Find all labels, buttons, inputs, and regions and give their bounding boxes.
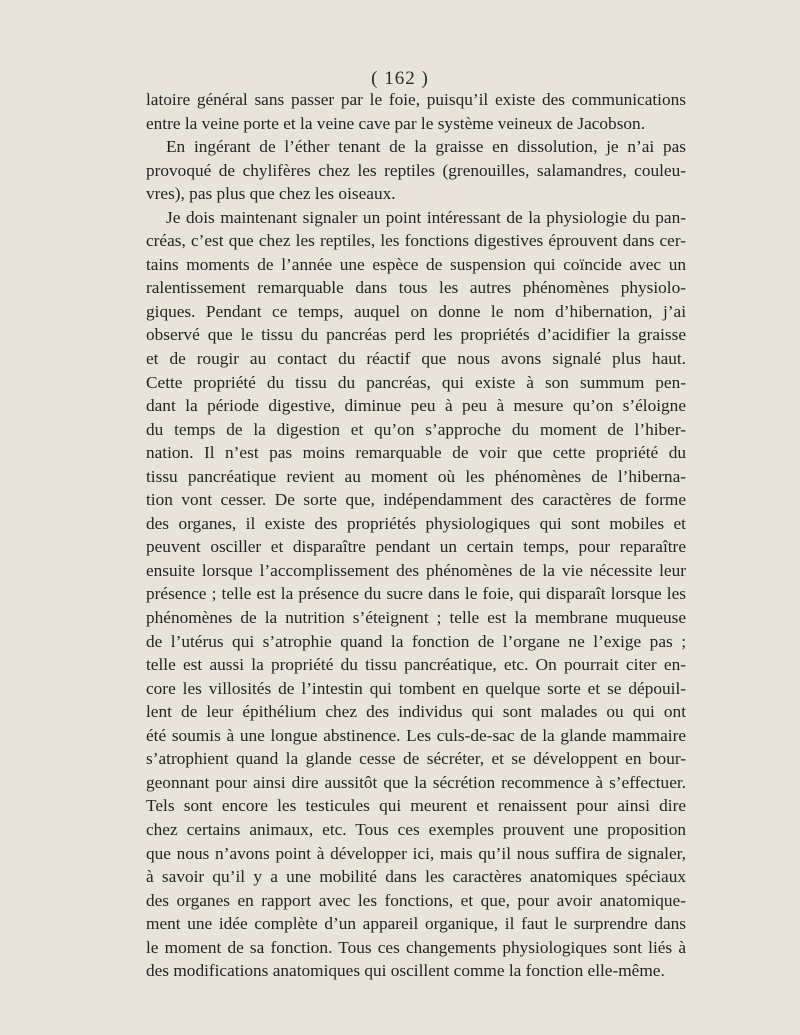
text-line: présence ; telle est la présence du sucre dans le foie, qui disparaît lorsque les xyxy=(146,584,686,604)
text-line: vres), pas plus que chez les oiseaux. xyxy=(146,184,396,204)
text-line: entre la veine porte et la veine cave par le système veineux de Jacobson. xyxy=(146,113,646,133)
paragraph xyxy=(146,206,686,983)
page-number: ( 162 ) xyxy=(371,68,429,89)
text-line: que nous n’avons point à développer ici, mais qu’il nous suffira de signaler, xyxy=(146,843,686,863)
text-line: et de rougir au contact du réactif que nous avons signalé plus haut. xyxy=(146,349,686,369)
body-text xyxy=(146,88,686,983)
text-line: à savoir qu’il y a une mobilité dans les caractères anatomiques spéciaux xyxy=(146,867,686,887)
text-line: phénomènes de la nutrition s’éteignent ; telle est la membrane muqueuse xyxy=(146,608,686,628)
text-line: ralentissement remarquable dans tous les autres phénomènes physiolo- xyxy=(146,278,686,298)
text-line: observé que le tissu du pancréas perd les propriétés d’acidifier la graisse xyxy=(146,325,686,345)
text-line: provoqué de chylifères chez les reptiles (grenouilles, salamandres, couleu- xyxy=(146,160,686,180)
text-line: Je dois maintenant signaler un point intéressant de la physiologie du pan- xyxy=(166,207,686,227)
text-line: tion vont cesser. De sorte que, indépendamment des caractères de forme xyxy=(146,490,686,510)
text-line: ensuite lorsque l’accomplissement des phénomènes de la vie nécessite leur xyxy=(146,560,686,580)
text-line: peuvent osciller et disparaître pendant un certain temps, pour reparaître xyxy=(146,537,686,557)
text-line: tissu pancréatique revient au moment où les phénomènes de l’hiberna- xyxy=(146,466,686,486)
text-line: En ingérant de l’éther tenant de la graisse en dissolution, je n’ai pas xyxy=(166,137,686,157)
text-line: tains moments de l’année une espèce de suspension qui coïncide avec un xyxy=(146,254,686,274)
text-line: des organes, il existe des propriétés physiologiques qui sont mobiles et xyxy=(146,513,686,533)
text-line: de l’utérus qui s’atrophie quand la fonction de l’organe ne l’exige pas ; xyxy=(146,631,686,651)
text-line: des organes en rapport avec les fonctions, et que, pour avoir anatomique- xyxy=(146,890,686,910)
text-line: Cette propriété du tissu du pancréas, qui existe à son summum pen- xyxy=(146,372,686,392)
paragraph xyxy=(146,88,686,135)
text-line: du temps de la digestion et qu’on s’approche du moment de l’hiber- xyxy=(146,419,686,439)
text-line: le moment de sa fonction. Tous ces changements physiologiques sont liés à xyxy=(146,937,686,957)
text-line: nation. Il n’est pas moins remarquable de voir que cette propriété du xyxy=(146,443,686,463)
text-line: Tels sont encore les testicules qui meurent et renaissent pour ainsi dire xyxy=(146,796,686,816)
text-line: été soumis à une longue abstinence. Les culs-de-sac de la glande mammaire xyxy=(146,725,686,745)
text-line: latoire général sans passer par le foie, puisqu’il existe des communications xyxy=(146,90,686,109)
text-line: s’atrophient quand la glande cesse de sécréter, et se développent en bour- xyxy=(146,749,686,769)
text-line: ment une idée complète d’un appareil organique, il faut le surprendre dans xyxy=(146,914,686,934)
text-line: telle est aussi la propriété du tissu pancréatique, etc. On pourrait citer en- xyxy=(146,655,686,675)
text-line: des modifications anatomiques qui oscillent comme la fonction elle-même. xyxy=(146,961,665,981)
text-line: créas, c’est que chez les reptiles, les fonctions digestives éprouvent dans cer- xyxy=(146,231,686,251)
text-line: chez certains animaux, etc. Tous ces exemples prouvent une proposition xyxy=(146,819,686,839)
text-line: dant la période digestive, diminue peu à peu à mesure qu’on s’éloigne xyxy=(146,396,686,416)
text-line: core les villosités de l’intestin qui tombent en quelque sorte et se dépouil- xyxy=(146,678,686,698)
text-line: giques. Pendant ce temps, auquel on donne le nom d’hibernation, j’ai xyxy=(146,301,686,321)
text-line: lent de leur épithélium chez des individus qui sont malades ou qui ont xyxy=(146,702,686,722)
text-line: geonnant pour ainsi dire aussitôt que la sécrétion recommence à s’effectuer. xyxy=(146,772,686,792)
paragraph xyxy=(146,135,686,206)
